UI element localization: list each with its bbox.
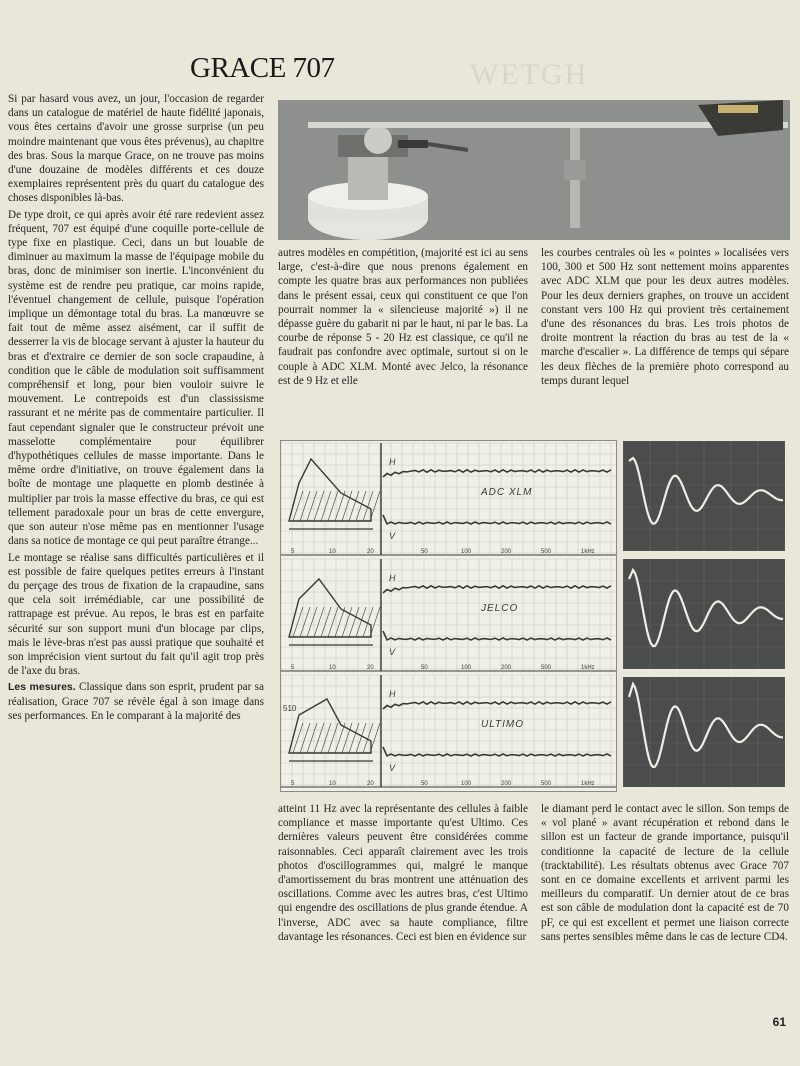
tick-label: 1kHz [581, 665, 595, 671]
column-1 [8, 92, 264, 725]
label-h: H [389, 689, 396, 699]
label-h: H [389, 573, 396, 583]
column-3-top: les courbes centrales où les « pointes » localisées vers 100, 300 et 500 Hz sont nettement moins apparentes avec ADC XLM que pour les deux autres modèles. Pour les deux derniers graphes, on trouve un accident constant vers 100 Hz qui provient très certainement d'une des résonances du bras. Les trois photos de droite montrent la réaction du bras au test de la « marche d'escalier ». La différence de temps qui sépare les deux flèches de la première photo correspond au temps durant lequel [541, 247, 789, 387]
tick-label: 200 [501, 665, 512, 671]
damped-oscillation [629, 570, 783, 646]
side-label: 510 [283, 704, 297, 713]
tick-label: 5 [291, 665, 295, 671]
damped-oscillation [629, 684, 783, 767]
tick-label: 500 [541, 549, 552, 555]
frequency-response-graphs [280, 440, 617, 792]
channel-v-trace [383, 631, 611, 640]
oscillogram-adc [623, 441, 785, 551]
cartridge-label: ULTIMO [481, 719, 525, 730]
tick-label: 20 [367, 781, 374, 787]
column-3-bottom: le diamant perd le contact avec le sillon. Son temps de « vol plané » avant récupération et rebond dans le sillon est un facteur de grande importance, puisqu'il conditionne la capacité de lecture de la cellule (tracktabilité). Les résultats obtenus avec Grace 707 sont en ce domaine excellents et arrivent parmi les meilleurs du comparatif. Un dernier atout de ce bras est son câble de modulation dont la capacité est de 70 pF, ce qui est excellent et permet une liaison correcte sans pertes sensibles même dans le cas de lecture CD4. [541, 803, 789, 943]
cartridge-label: JELCO [481, 603, 519, 614]
tick-label: 100 [461, 781, 472, 787]
damped-oscillation [629, 458, 783, 524]
channel-v-trace [383, 747, 611, 756]
tick-label: 10 [329, 549, 336, 555]
tick-label: 200 [501, 549, 512, 555]
resonance-curve [289, 459, 371, 521]
label-v: V [389, 763, 396, 773]
measures-text: Classique dans son esprit, prudent par sa réalisation, Grace 707 se révèle égal à son image dans ses performances. En le comparant à la majorité des [8, 681, 265, 722]
tick-label: 500 [541, 781, 552, 787]
tick-label: 5 [291, 781, 295, 787]
tick-label: 10 [329, 781, 336, 787]
oscillogram-ultimo [623, 677, 785, 787]
tick-label: 500 [541, 665, 552, 671]
tick-label: 100 [461, 665, 472, 671]
tick-label: 50 [421, 549, 428, 555]
tick-label: 100 [461, 549, 472, 555]
label-h: H [389, 457, 396, 467]
column-2-bottom: atteint 11 Hz avec la représentante des cellules à faible compliance et masse importante qu'est Ultimo. Ces dernières valeurs peuvent être considérées comme raisonnables. Ceci apparaît clairement avec les trois photos d'oscillogrammes qui, malgré le manque d'amortissement du bras montrent une atténuation des oscillations. Comme avec les autres bras, c'est Ultimo qui engendre des oscillations de plus grande étendue. A l'inverse, ADC avec sa haute compliance, filtre davantage les résonances. Ceci est bien en évidence sur [278, 803, 528, 943]
page-title: GRACE 707 [190, 52, 335, 84]
page-number: 61 [772, 1015, 786, 1029]
tonearm-photo [278, 100, 790, 240]
graph-sheet [281, 441, 616, 791]
column-2-top: autres modèles en compétition, (majorité est ici au sens large, c'est-à-dire que nous prenons également en compte les quatre bras aux performances non publiées dans le présent essai, ceux qui constituent ce que l'on pourrait nommer la « silencieuse majorité ») il ne dépasse guère du gabarit ni par le haut, ni par le bas. La courbe de réponse 5 - 20 Hz est classique, ce qu'il ne faudrait pas confondre avec optimale, surtout si on le couple à ADC XLM. Monté avec Jelco, la résonance est de 9 Hz et elle [278, 247, 528, 387]
tick-label: 200 [501, 781, 512, 787]
paragraph: Si par hasard vous avez, un jour, l'occasion de regarder dans un catalogue de matériel de haute fidélité japonais, vous êtes certains d'avoir une grosse surprise (un peu moindre maintenant que vous êtes prévenus), au chapitre des bras. Sous la marque Grace, on ne trouve pas moins d'une douzaine de modèles différents et ces douze exemplaires représentent près du quart du catalogue des choses disponibles là-bas. [8, 93, 264, 205]
tonearm-illustration [278, 100, 790, 240]
label-v: V [389, 531, 396, 541]
tick-label: 5 [291, 549, 295, 555]
paragraph: De type droit, ce qui après avoir été rare redevient assez fréquent, 707 est équipé d'une coquille porte-cellule de type fixe en plastique. Ceci, dans un but louable de diminuer au maximum la masse de l'équipage mobile du bras, donc de minimiser son inertie. L'inconvénient du système est de rendre peu pratique, car moins rapide, l'éventuel changement de cellule, puisque l'opération implique un démontage total du bras. La manœuvre se fait tout de même assez aisément, car il suffit de desserrer la vis de blocage servant à ajuster la hauteur du bras et d'extraire ce dernier de son socle crapaudine, à condition que le câble de modulation soit suffisamment compréhensif et long, pour bien vouloir suivre le mouvement. Le contrepoids est d'un classissisme rassurant et ne mérite pas de commentaire particulier. Il faut cependant signaler que le constructeur prévoit une masselotte complémentaire pour équilibrer d'hypothétiques cellules de masse importante. Dans le même ordre d'initiative, on trouve également dans la boîte de montage une plaquette en plomb destinée à multiplier par trois la masse effective du bras, ce qui est tellement paradoxale pour un bras de cette envergure, que son auteur n'ose même pas en mentionner l'usage dans sa notice de montage ce qui peut paraître étrange... [8, 208, 264, 548]
label-v: V [389, 647, 396, 657]
oscillogram-trace [623, 677, 785, 787]
tick-label: 10 [329, 665, 336, 671]
measures-lead: Les mesures. [8, 681, 76, 694]
oscillogram-trace [623, 559, 785, 669]
cartridge-label: ADC XLM [481, 487, 533, 498]
tick-label: 1kHz [581, 781, 595, 787]
oscillogram-trace [623, 441, 785, 551]
oscillogram-jelco [623, 559, 785, 669]
tick-label: 1kHz [581, 549, 595, 555]
tick-label: 50 [421, 665, 428, 671]
oscillograms [623, 441, 785, 795]
tick-label: 50 [421, 781, 428, 787]
tick-label: 20 [367, 549, 374, 555]
faded-heading: WETGH [470, 58, 589, 91]
channel-v-trace [383, 515, 611, 524]
paragraph: Le montage se réalise sans difficultés particulières et il est possible de faire quelques petites erreurs à l'instant du perçage des trous de fixation de la crapaudine, sans que cela soit irrémédiable, car une possibilité de rattrapage est prévue. Au repos, le bras est en parfaite sécurité sur son support muni d'un blocage par clips, mais le lève-bras n'est pas aussi pratique que souhaité et son imprécision vient surtout du fait qu'il agit trop près de l'axe du bras. [8, 551, 264, 678]
tick-label: 20 [367, 665, 374, 671]
paragraph [8, 680, 264, 723]
